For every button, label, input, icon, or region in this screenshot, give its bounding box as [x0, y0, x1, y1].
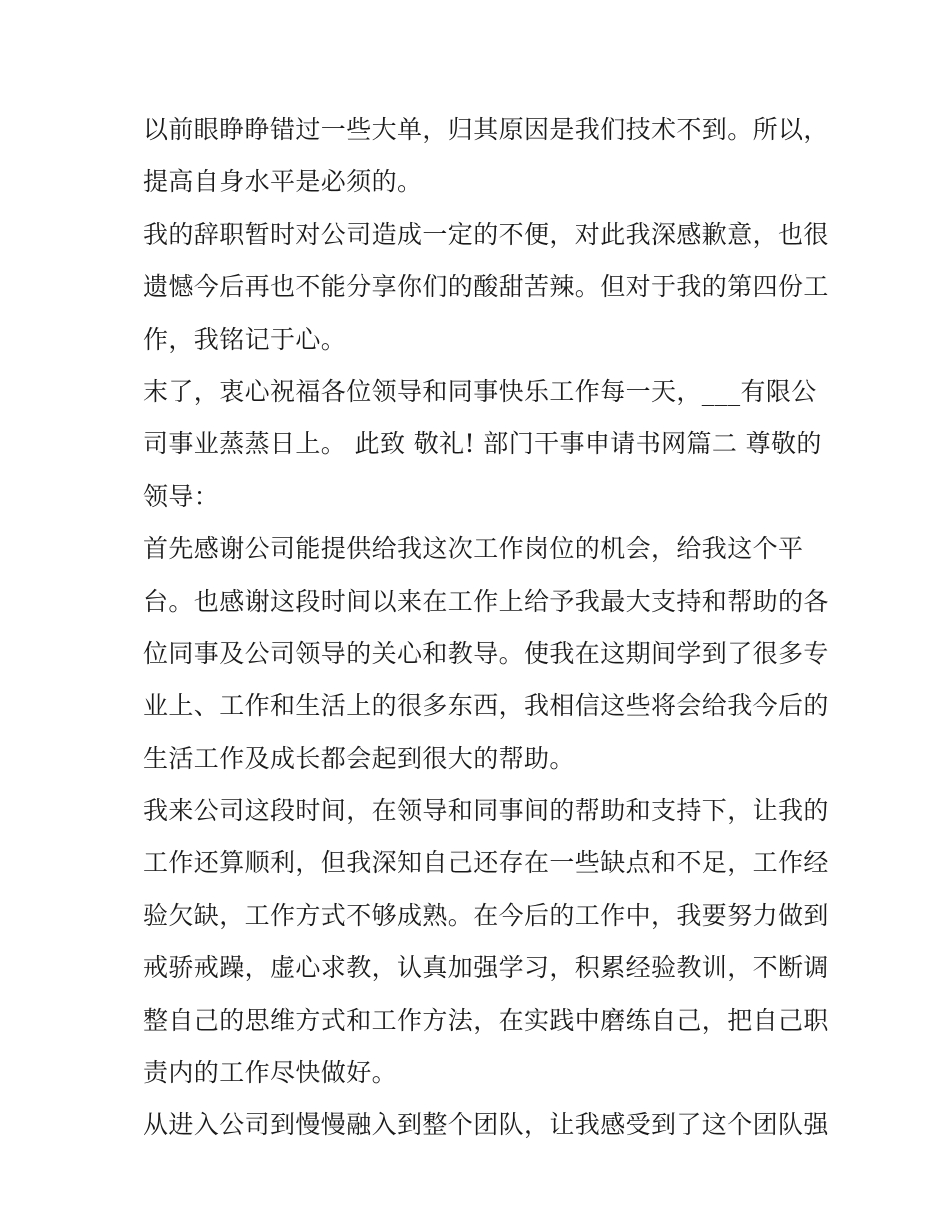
- text-line: 遗憾今后再也不能分享你们的酸甜苦辣。但对于我的第四份工: [143, 272, 829, 302]
- text-line: 工作还算顺利，但我深知自己还存在一些缺点和不足，工作经: [143, 848, 829, 878]
- text-line: 以前眼睁睁错过一些大单，归其原因是我们技术不到。所以，: [143, 115, 829, 144]
- text-line: 位同事及公司领导的关心和教导。使我在这期间学到了很多专: [143, 638, 829, 668]
- text-line: 戒骄戒躁，虚心求教，认真加强学习，积累经验教训，不断调: [143, 953, 829, 983]
- text-line: 首先感谢公司能提供给我这次工作岗位的机会，给我这个平: [143, 534, 804, 564]
- text-line: 业上、工作和生活上的很多东西，我相信这些将会给我今后的: [143, 691, 829, 721]
- text-line: 司事业蒸蒸日上。 此致 敬礼! 部门干事申请书网篇二 尊敬的: [143, 429, 822, 459]
- text-line: 作，我铭记于心。: [143, 324, 347, 354]
- text-line: 台。也感谢这段时间以来在工作上给予我最大支持和帮助的各: [143, 586, 829, 616]
- text-line: 提高自身水平是必须的。: [143, 167, 423, 197]
- text-line: 生活工作及成长都会起到很大的帮助。: [143, 743, 575, 773]
- document-body: [143, 104, 829, 1152]
- text-line: 从进入公司到慢慢融入到整个团队，让我感受到了这个团队强: [143, 1110, 829, 1140]
- text-line: 责内的工作尽快做好。: [143, 1058, 398, 1088]
- text-line: 末了，衷心祝福各位领导和同事快乐工作每一天，___有限公: [143, 376, 817, 406]
- text-line: 领导：: [143, 481, 220, 511]
- text-line: 我来公司这段时间，在领导和同事间的帮助和支持下，让我的: [143, 796, 829, 826]
- text-line: 验欠缺，工作方式不够成熟。在今后的工作中，我要努力做到: [143, 900, 829, 930]
- text-line: 我的辞职暂时对公司造成一定的不便，对此我深感歉意，也很: [143, 219, 829, 249]
- text-line: 整自己的思维方式和工作方法，在实践中磨练自己，把自己职: [143, 1005, 829, 1035]
